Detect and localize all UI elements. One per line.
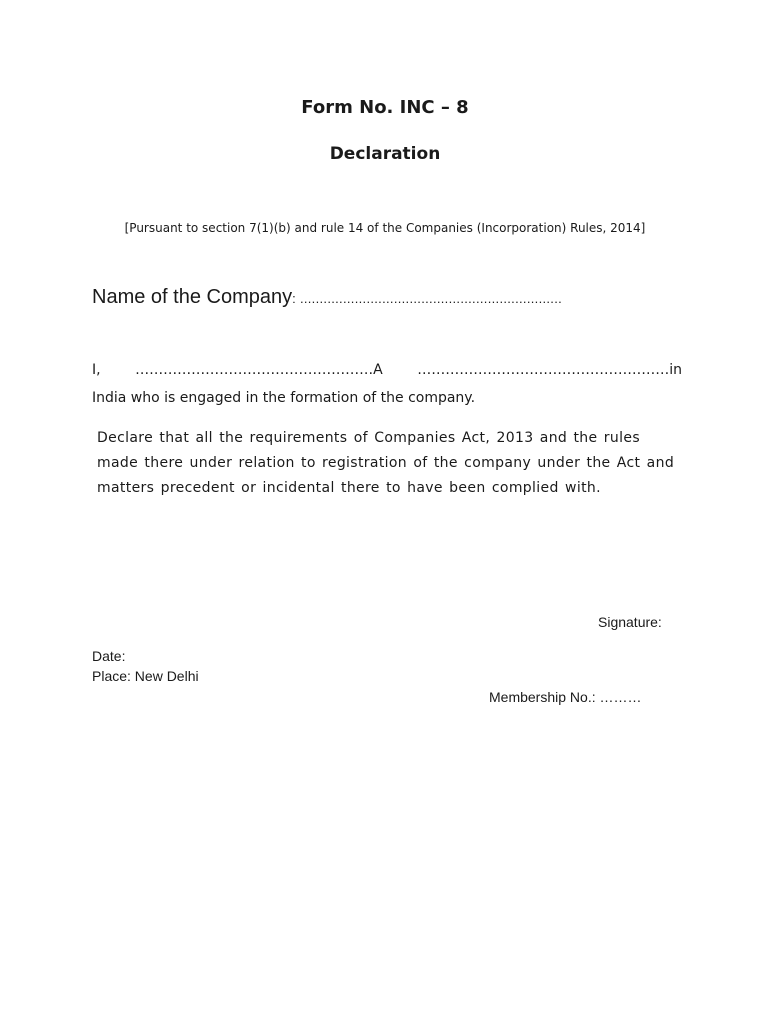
company-name-label: Name of the Company — [92, 286, 293, 308]
declarant-line — [92, 362, 682, 378]
company-name-line — [92, 286, 562, 309]
place-label: Place: New Delhi — [92, 668, 199, 684]
form-number-heading: Form No. INC – 8 — [301, 97, 469, 118]
date-label: Date: — [92, 648, 126, 664]
declarant-india-line: India who is engaged in the formation of the company. — [92, 390, 476, 406]
company-name-colon: : — [292, 291, 297, 306]
membership-number-label: Membership No.: ……… — [489, 689, 642, 705]
declarant-name-blank: ……………………………………………A — [135, 362, 383, 378]
declaration-heading: Declaration — [329, 144, 441, 164]
signature-label: Signature: — [598, 614, 662, 630]
company-name-blank: ................................................................... — [296, 291, 563, 306]
declarant-address-blank: ………………………………………………in — [417, 362, 682, 378]
pursuant-note: [Pursuant to section 7(1)(b) and rule 14 of the Companies (Incorporation) Rules, 2014] — [124, 221, 646, 235]
declarant-prefix: I, — [92, 362, 101, 378]
declaration-paragraph: Declare that all the requirements of Companies Act, 2013 and the rules made there under relation to registration of the company under the Act and matters precedent or incidental there to have been complied with. — [97, 430, 675, 496]
